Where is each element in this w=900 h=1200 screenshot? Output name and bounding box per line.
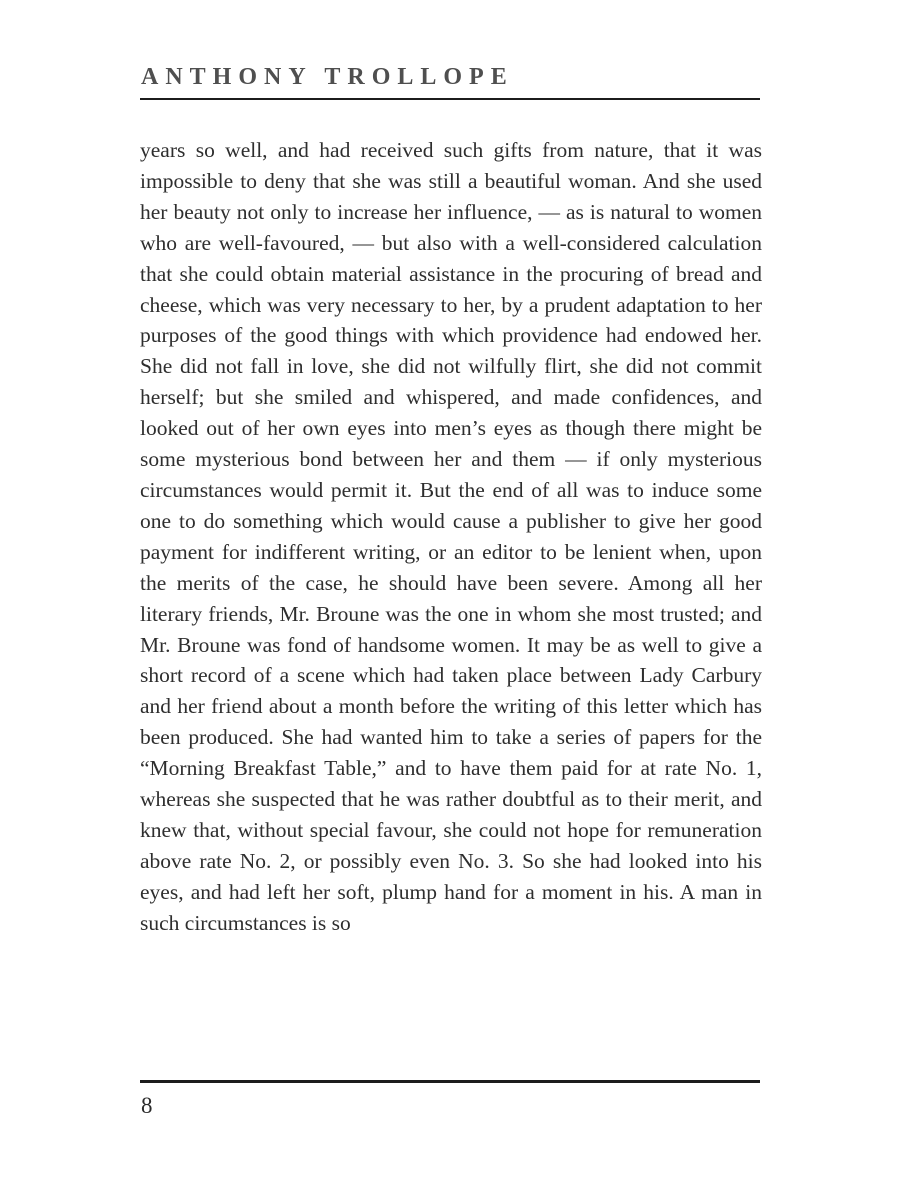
header-rule	[140, 98, 760, 100]
body-paragraph: years so well, and had received such gifts from nature, that it was impossible to deny that she was still a beautiful woman. And she used her beauty not only to increase her influence, — as is natural to women who are well-favoured, — but also with a well-considered calculation that she could obtain material assistance in the procuring of bread and cheese, which was very necessary to her, by a prudent adaptation to her purposes of the good things with which providence had endowed her. She did not fall in love, she did not wilfully flirt, she did not commit herself; but she smiled and whispered, and made confidences, and looked out of her own eyes into men’s eyes as though there might be some mysterious bond between her and them — if only mysterious circumstances would permit it. But the end of all was to induce some one to do something which would cause a publisher to give her good payment for indifferent writing, or an editor to be lenient when, upon the merits of the case, he should have been severe. Among all her literary friends, Mr. Broune was the one in whom she most trusted; and Mr. Broune was fond of handsome women. It may be as well to give a short record of a scene which had taken place between Lady Carbury and her friend about a month before the writing of this letter which has been produced. She had wanted him to take a series of papers for the “Morning Breakfast Table,” and to have them paid for at rate No. 1, whereas she suspected that he was rather doubtful as to their merit, and knew that, without special favour, she could not hope for remuneration above rate No. 2, or possibly even No. 3. So she had looked into his eyes, and had left her soft, plump hand for a moment in his. A man in such circumstances is so	[140, 138, 762, 935]
page-number: 8	[141, 1093, 153, 1118]
footer-rule	[140, 1080, 760, 1083]
running-header: ANTHONY TROLLOPE	[141, 64, 514, 90]
